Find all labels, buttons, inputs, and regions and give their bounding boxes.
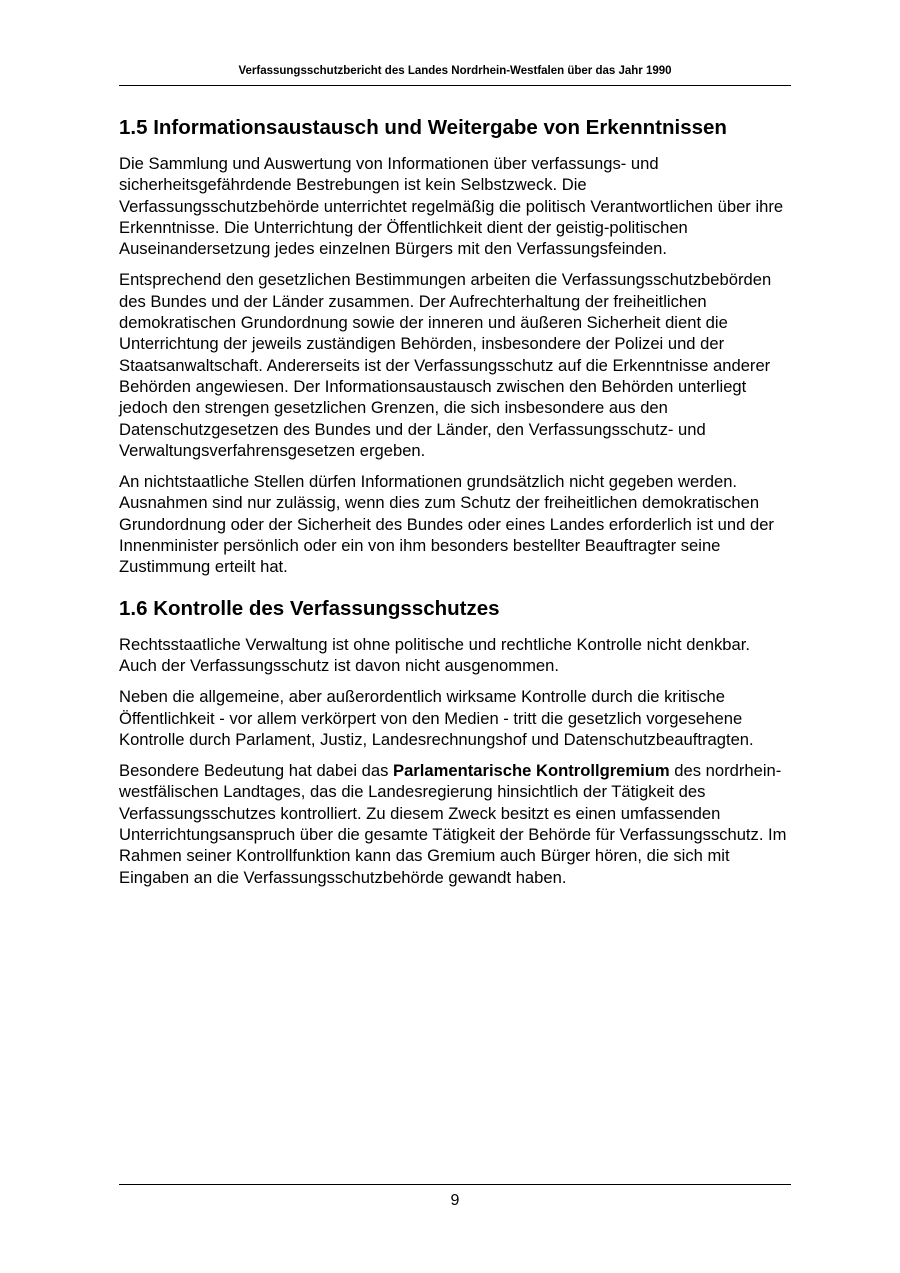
paragraph-text: Besondere Bedeutung hat dabei das	[119, 761, 394, 781]
paragraph: Entsprechend den gesetzlichen Bestimmungen arbeiten die Verfassungsschutzbebörden des Bundes und der Länder zusammen. Der Aufrechterhaltung der freiheitlichen demokratischen Grundordnung sowie der inneren und äußeren Sicherheit dient die Unterrichtung der jeweils zuständigen Behörden, insbesondere der Polizei und der Staatsanwaltschaft. Andererseits ist der Verfassungsschutz auf die Erkenntnisse anderer Behörden angewiesen. Der Informationsaustausch zwischen den Behörden unterliegt jedoch den strengen gesetzlichen Grenzen, die sich insbesondere aus den Datenschutzgesetzen des Bundes und der Länder, den Verfassungsschutz- und Verwaltungsverfahrensgesetzen ergeben.	[119, 270, 772, 460]
paragraph	[119, 760, 791, 888]
header-rule	[119, 85, 791, 86]
bold-term: Parlamentarische Kontrollgremium	[393, 761, 670, 781]
paragraph: Rechtsstaatliche Verwaltung ist ohne politische und rechtliche Kontrolle nicht denkbar. Auch der Verfassungsschutz ist davon nicht ausgenommen.	[119, 634, 750, 675]
paragraph: An nichtstaatliche Stellen dürfen Informationen grundsätzlich nicht gegeben werden. Ausnahmen sind nur zulässig, wenn dies zum Schutz der freiheitlichen demokratischen Grundordnung oder der Sicherheit des Bundes oder eines Landes erforderlich ist und der Innenminister persönlich oder ein von ihm besonders bestellter Beauftragter seine Zustimmung erteilt hat.	[119, 472, 774, 577]
page-content	[119, 113, 791, 898]
running-header: Verfassungsschutzbericht des Landes Nordrhein-Westfalen über das Jahr 1990	[238, 65, 672, 77]
paragraph: Die Sammlung und Auswertung von Informationen über verfassungs- und sicherheitsgefährdende Bestrebungen ist kein Selbstzweck. Die Verfassungsschutzbehörde unterrichtet regelmäßig die politisch Verantwortlichen über ihre Erkenntnisse. Die Unterrichtung der Öffentlichkeit dient der geistig-politischen Auseinandersetzung jedes einzelnen Bürgers mit den Verfassungsfeinden.	[119, 154, 784, 259]
footer-rule	[119, 1184, 791, 1185]
page-number: 9	[450, 1192, 460, 1209]
section-heading-1-5: 1.5 Informationsaustausch und Weitergabe von Erkenntnissen	[119, 116, 727, 139]
paragraph-text: des nordrhein-westfälischen Landtages, das die Landesregierung hinsichtlich der Tätigkeit des Verfassungsschutzes kontrolliert. Zu diesem Zweck besitzt es einen umfassenden Unterrichtungsanspruch über die gesamte Tätigkeit der Behörde für Verfassungsschutz. Im Rahmen seiner Kontrollfunktion kann das Gremium auch Bürger hören, die sich mit Eingaben an die Verfassungsschutzbehörde gewandt haben.	[119, 761, 787, 887]
section-heading-1-6: 1.6 Kontrolle des Verfassungsschutzes	[119, 596, 500, 620]
paragraph: Neben die allgemeine, aber außerordentlich wirksame Kontrolle durch die kritische Öffentlichkeit - vor allem verkörpert von den Medien - tritt die gesetzlich vorgesehene Kontrolle durch Parlament, Justiz, Landesrechnungshof und Datenschutzbeauftragten.	[119, 687, 754, 749]
